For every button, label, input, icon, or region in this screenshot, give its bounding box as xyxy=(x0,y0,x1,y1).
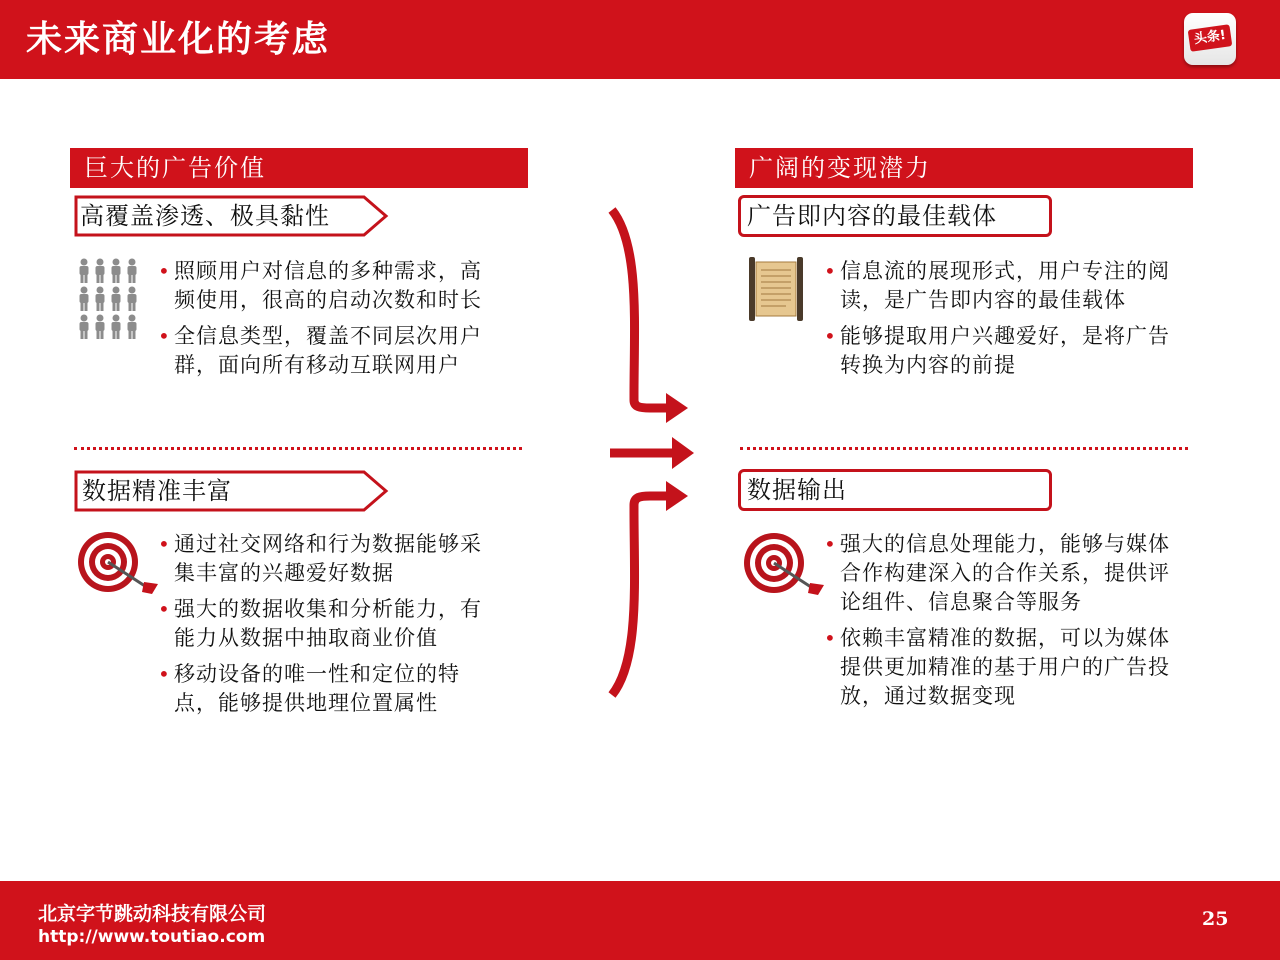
list-item: • 移动设备的唯一性和定位的特点，能够提供地理位置属性 xyxy=(158,662,460,715)
right-section1-bullets xyxy=(824,257,1184,387)
list-item: • 强大的信息处理能力，能够与媒体合作构建深入的合作关系，提供评论组件、信息聚合等服务 xyxy=(824,532,1170,614)
list-item: • 照顾用户对信息的多种需求，高频使用，很高的启动次数和时长 xyxy=(158,259,482,312)
left-tag-data xyxy=(74,470,389,512)
logo-text: 头条! xyxy=(1188,24,1233,52)
people-icon xyxy=(78,258,144,344)
page-title: 未来商业化的考虑 xyxy=(26,18,331,60)
right-tag-data-output: 数据输出 xyxy=(738,469,1052,511)
right-column-header: 广阔的变现潜力 xyxy=(735,148,1193,188)
scroll-icon xyxy=(746,256,806,326)
toutiao-logo xyxy=(1184,13,1236,65)
list-item: • 通过社交网络和行为数据能够采集丰富的兴趣爱好数据 xyxy=(158,532,482,585)
left-tag-coverage xyxy=(74,195,389,237)
company-name: 北京字节跳动科技有限公司 xyxy=(38,903,267,925)
list-item: • 强大的数据收集和分析能力，有能力从数据中抽取商业价值 xyxy=(158,597,482,650)
left-section2-bullets xyxy=(158,530,500,725)
list-item: • 能够提取用户兴趣爱好，是将广告转换为内容的前提 xyxy=(824,324,1170,377)
page-number: 25 xyxy=(1202,908,1229,930)
right-section2-bullets xyxy=(824,530,1182,718)
list-item: • 信息流的展现形式，用户专注的阅读，是广告即内容的最佳载体 xyxy=(824,259,1170,312)
list-item: • 全信息类型，覆盖不同层次用户群，面向所有移动互联网用户 xyxy=(158,324,482,377)
right-divider xyxy=(740,447,1188,450)
company-url: http://www.toutiao.com xyxy=(38,927,266,947)
tag-label: 高覆盖渗透、极具黏性 xyxy=(80,202,330,230)
merge-arrows-icon xyxy=(600,205,700,704)
list-item: • 依赖丰富精准的数据，可以为媒体提供更加精准的基于用户的广告投放，通过数据变现 xyxy=(824,626,1170,708)
target-icon xyxy=(78,528,164,604)
left-section1-bullets xyxy=(158,257,500,387)
target-icon xyxy=(744,529,830,605)
left-divider xyxy=(74,447,522,450)
right-tag-ad-content: 广告即内容的最佳载体 xyxy=(738,195,1052,237)
tag-label: 数据精准丰富 xyxy=(82,477,232,505)
left-column-header: 巨大的广告价值 xyxy=(70,148,528,188)
